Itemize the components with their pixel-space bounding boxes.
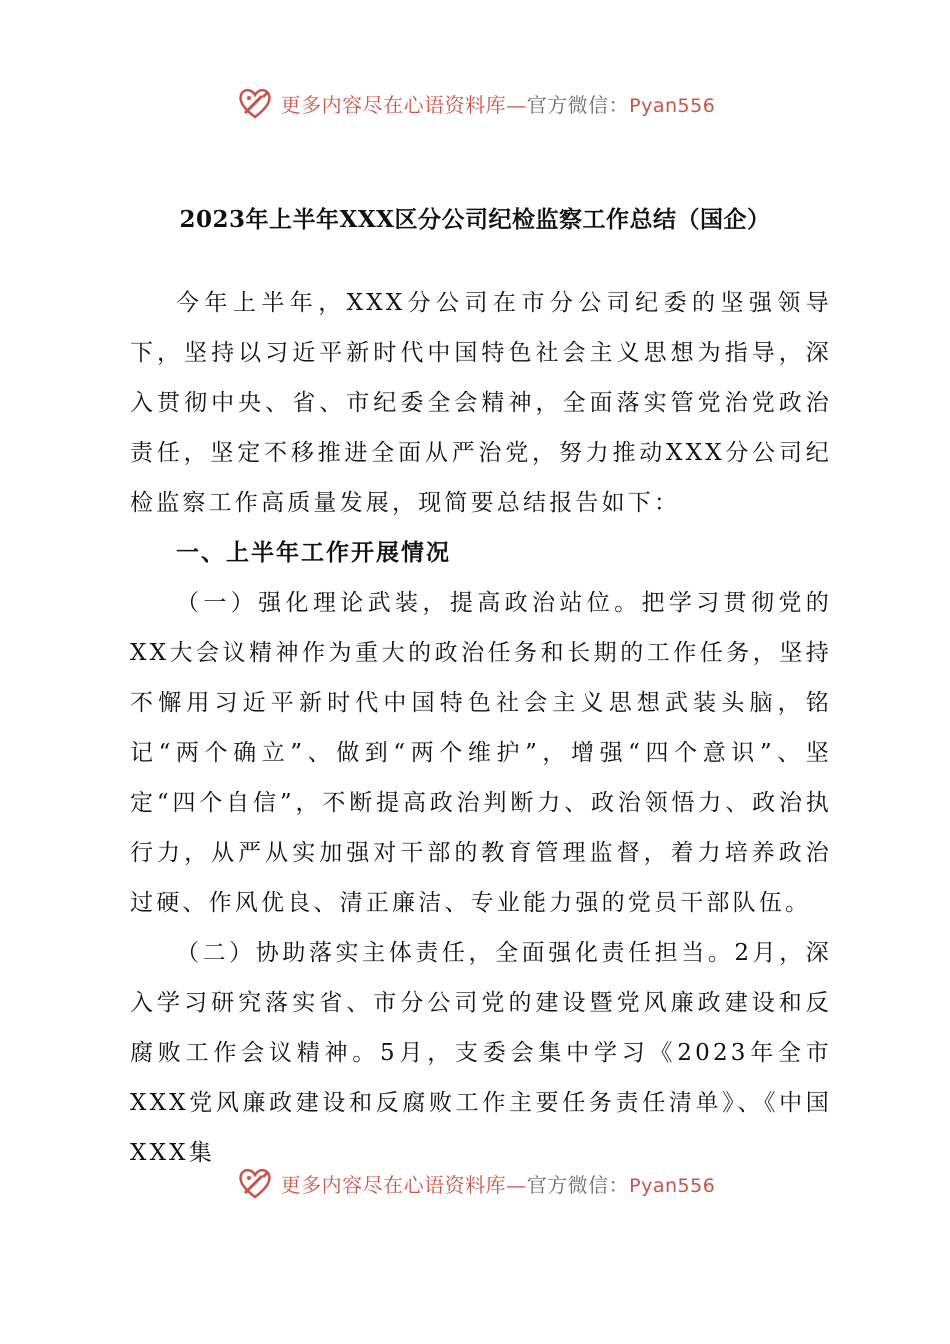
header-watermark-banner bbox=[0, 81, 950, 125]
wechat-id: Pyan556 bbox=[629, 1174, 716, 1197]
document-title: 2023年上半年XXX区分公司纪检监察工作总结（国企） bbox=[179, 206, 771, 233]
heart-pen-logo-icon bbox=[235, 83, 275, 123]
heart-pen-logo-icon bbox=[235, 1163, 275, 1203]
paragraph-1: （一）强化理论武装，提高政治站位。把学习贯彻党的XX大会议精神作为重大的政治任务和长期的工作任务，坚持不懈用习近平新时代中国特色社会主义思想武装头脑，铭记“两个确立”、做到“两个维护”，增强“四个意识”、坚定“四个自信”，不断提高政治判断力、政治领悟力、政治执行力，从严从实加强对干部的教育管理监督，着力培养政治过硬、作风优良、清正廉洁、专业能力强的党员干部队伍。 bbox=[130, 590, 832, 916]
section-heading: 一、上半年工作开展情况 bbox=[176, 539, 451, 566]
intro-paragraph: 今年上半年，XXX分公司在市分公司纪委的坚强领导下，坚持以习近平新时代中国特色社会主义思想为指导，深入贯彻中央、省、市纪委全会精神，全面落实管党治党政治责任，坚定不移推进全面从严治党，努力推动XXX分公司纪检监察工作高质量发展，现简要总结报告如下： bbox=[130, 290, 832, 516]
document-body bbox=[130, 278, 832, 1178]
banner-text: 更多内容尽在心语资料库—官方微信：Pyan556 bbox=[280, 92, 716, 117]
footer-watermark-banner bbox=[0, 1161, 950, 1205]
wechat-id: Pyan556 bbox=[629, 94, 716, 117]
banner-text: 更多内容尽在心语资料库—官方微信：Pyan556 bbox=[280, 1172, 716, 1197]
paragraph-2: （二）协助落实主体责任，全面强化责任担当。2月，深入学习研究落实省、市分公司党的建设暨党风廉政建设和反腐败工作会议精神。5月，支委会集中学习《2023年全市XXX党风廉政建设和反腐败工作主要任务责任清单》、《中国XXX集 bbox=[130, 940, 832, 1166]
